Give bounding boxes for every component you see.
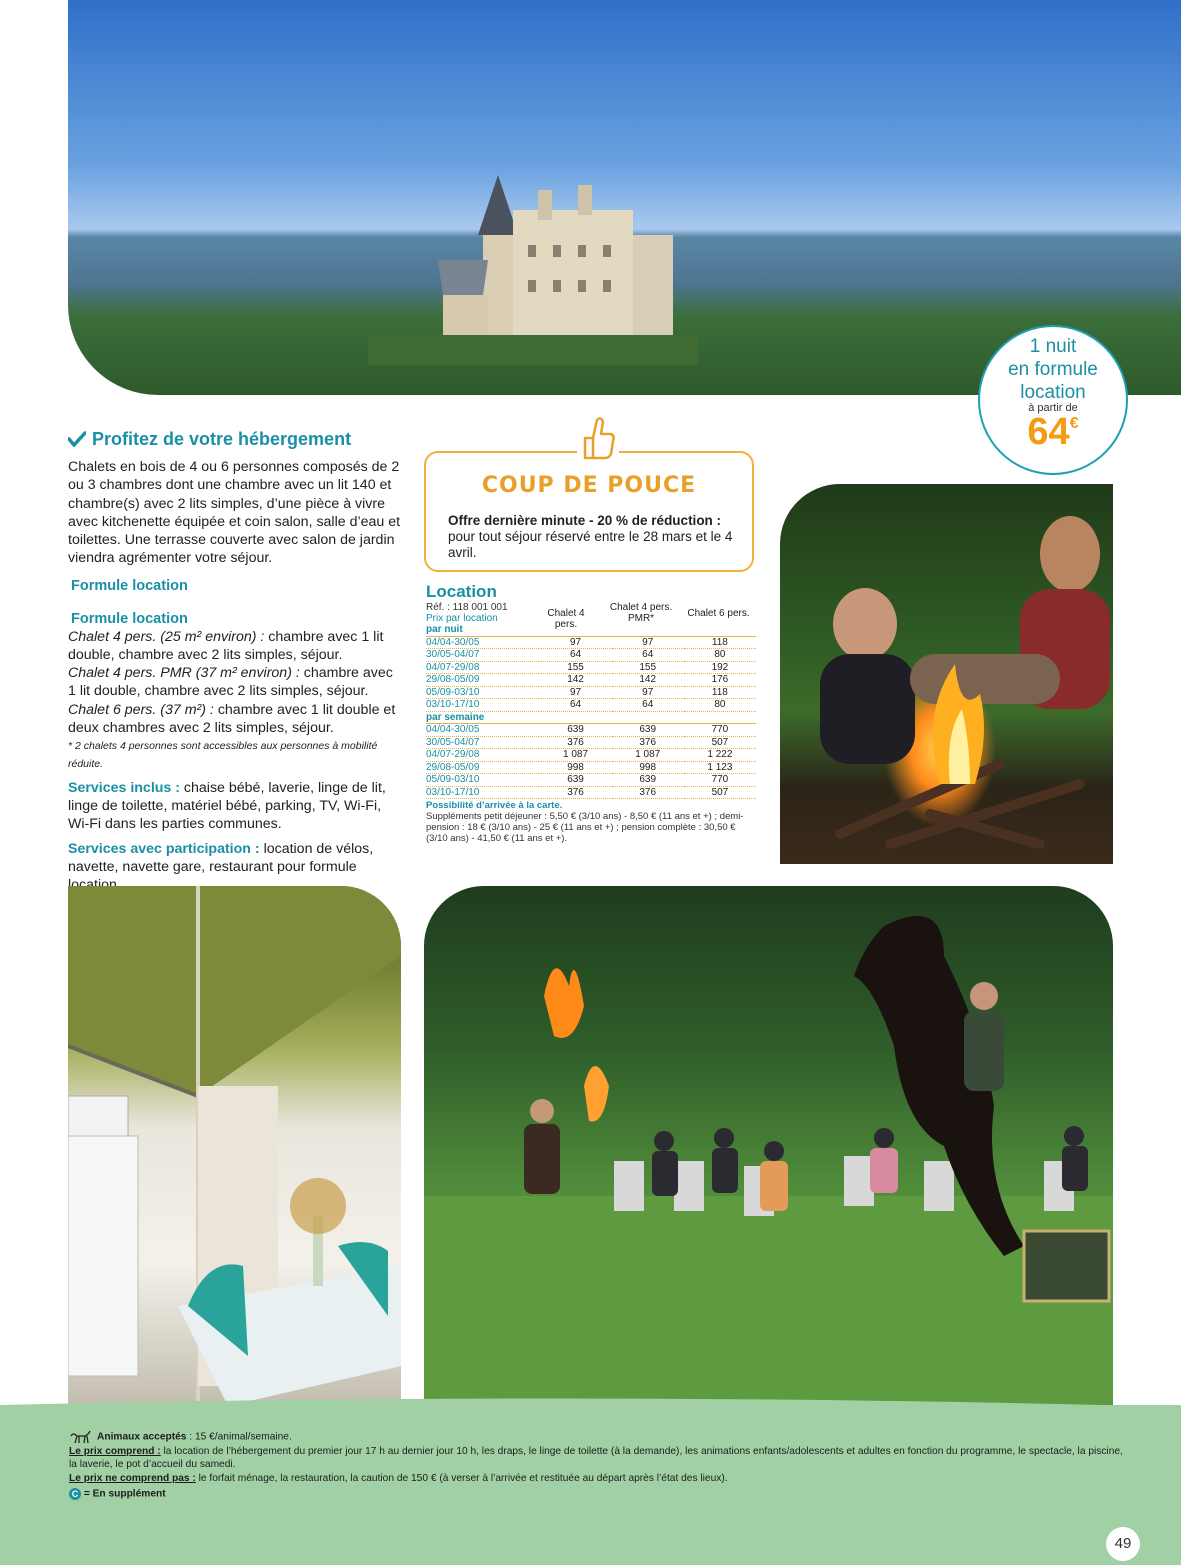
price-cell: 64	[539, 699, 611, 712]
period-cell: 04/04-30/05	[426, 636, 539, 649]
price-from-label: à partir de	[1028, 402, 1078, 414]
price-cell: 998	[539, 761, 611, 774]
price-cell: 639	[539, 774, 611, 787]
table-row	[426, 649, 756, 662]
campfire-kids-photo	[780, 484, 1113, 864]
price-cell: 142	[612, 674, 684, 687]
table-row	[426, 749, 756, 762]
accommodation-intro: Chalets en bois de 4 ou 6 personnes composés de 2 ou 3 chambres dont une chambre avec un lit 140 et chambre(s) avec 2 lits simples, d’une pièce à vivre avec kitchenette équipée et coin salon, salle d’eau et toilettes. Une terrasse couverte avec salon de jardin viendra agrémenter votre séjour.	[68, 459, 401, 567]
price-cell: 64	[612, 649, 684, 662]
check-icon	[68, 431, 86, 447]
price-cell: 376	[612, 736, 684, 749]
table-row	[426, 724, 756, 737]
chalet-6-desc: Chalet 6 pers. (37 m²) : chambre avec 1 lit double et deux chambres avec 2 lits simples, séjour.	[68, 701, 396, 736]
price-cell: 1 222	[684, 749, 756, 762]
price-cell: 770	[684, 774, 756, 787]
price-includes-line: Le prix comprend : la location de l’hébergement du premier jour 17 h au dernier jour 10 h, les draps, le linge de toilette (à la demande), les animations enfants/adolescents et adultes en fonction du programme, le spectacle, la piscine, la laverie, le pot d’accueil du samedi.	[69, 1446, 1123, 1470]
location-footnotes	[426, 800, 756, 844]
campfire-illustration	[780, 484, 1113, 864]
supplement-legend: C = En supplément	[69, 1488, 1129, 1501]
price-cell: 639	[612, 774, 684, 787]
period-cell: 30/05-04/07	[426, 649, 539, 662]
price-cell: 64	[612, 699, 684, 712]
price-cell: 639	[539, 724, 611, 737]
price-cell: 507	[684, 786, 756, 799]
table-section-label: par nuit	[426, 624, 756, 636]
price-cell: 639	[612, 724, 684, 737]
thumbs-up-icon	[577, 414, 619, 464]
accommodation-section	[68, 430, 403, 894]
location-title: Location	[426, 582, 497, 601]
price-cell: 192	[684, 661, 756, 674]
castle-illustration	[368, 165, 698, 365]
table-row	[426, 686, 756, 699]
table-row	[426, 674, 756, 687]
pricing-table	[426, 624, 756, 799]
price-cell: 142	[539, 674, 611, 687]
formule-heading-1: Formule location	[71, 578, 188, 595]
pmr-note: * 2 chalets 4 personnes sont accessibles aux personnes à mobilité réduite.	[68, 740, 378, 771]
price-cell: 507	[684, 736, 756, 749]
price-cell: 97	[539, 686, 611, 699]
pet-icon	[69, 1430, 91, 1444]
pets-line: Animaux acceptés : 15 €/animal/semaine.	[69, 1430, 1129, 1444]
price-bubble-title: 1 nuit en formule location	[1008, 336, 1098, 403]
price-cell: 80	[684, 699, 756, 712]
table-row	[426, 786, 756, 799]
supplement-icon: C	[69, 1488, 81, 1500]
price-cell: 1 087	[612, 749, 684, 762]
period-cell: 04/07-29/08	[426, 661, 539, 674]
price-cell: 155	[539, 661, 611, 674]
col-chalet-6: Chalet 6 pers.	[687, 608, 750, 619]
chalet-interior-photo	[68, 886, 401, 1423]
period-cell: 05/09-03/10	[426, 686, 539, 699]
price-cell: 118	[684, 636, 756, 649]
price-cell: 376	[539, 786, 611, 799]
price-cell: 1 123	[684, 761, 756, 774]
services-paid: Services avec participation : location de vélos, navette, navette gare, restaurant pour formule	[68, 840, 374, 875]
table-row	[426, 774, 756, 787]
location-pricing	[426, 582, 756, 844]
horse-show-illustration	[424, 886, 1113, 1423]
reference: Réf. : 118 001 001	[426, 602, 508, 613]
table-row	[426, 699, 756, 712]
interior-illustration	[68, 886, 401, 1423]
band-wave	[0, 1395, 1181, 1425]
price-cell: 1 087	[539, 749, 611, 762]
price-cell: 998	[612, 761, 684, 774]
supplements-note: Suppléments petit déjeuner : 5,50 € (3/10 ans) - 8,50 € (11 ans et +) ; demi-pension : 18 € (3/10 ans) - 25 € (11 ans et +) ; pension complète : 30,50 € (3/10 ans) - 41,50 € (11 ans et +).	[426, 811, 744, 844]
services-included: Services inclus : chaise bébé, laverie, linge de lit, linge de toilette, matériel bébé, parking, TV, Wi-Fi, Wi-Fi dans les parties communes.	[68, 780, 386, 833]
col-chalet-4: Chalet 4 pers.	[547, 608, 585, 630]
price-bubble	[978, 325, 1128, 475]
coup-de-pouce-offer: Offre dernière minute - 20 % de réduction : pour tout séjour réservé entre le 28 mars et le 4 avril.	[448, 513, 733, 560]
chalet-4-desc: Chalet 4 pers. (25 m² environ) : chambre avec 1 lit double, chambre avec 2 lits simples, séjour.	[68, 628, 384, 664]
chalet-4-pmr-desc: Chalet 4 pers. PMR (37 m² environ) : chambre avec 1 lit double, chambre avec 2 lits simples, séjour.	[68, 665, 393, 700]
price-cell: 97	[539, 636, 611, 649]
table-row	[426, 636, 756, 649]
page-number: 49	[1106, 1527, 1140, 1561]
price-cell: 80	[684, 649, 756, 662]
table-row	[426, 736, 756, 749]
price-cell: 176	[684, 674, 756, 687]
col-chalet-4-pmr: Chalet 4 pers. PMR*	[609, 602, 673, 624]
price-cell: 97	[612, 686, 684, 699]
period-cell: 29/08-05/09	[426, 761, 539, 774]
table-section-label: par semaine	[426, 711, 756, 724]
price-cell: 118	[684, 686, 756, 699]
price-cell: 155	[612, 661, 684, 674]
accommodation-heading: Profitez de votre hébergement	[68, 430, 403, 448]
price-cell: 770	[684, 724, 756, 737]
coup-de-pouce-title: COUP DE POUCE	[481, 473, 697, 498]
arrival-note: Possibilité d’arrivée à la carte.	[426, 800, 563, 811]
price-cell: 64	[539, 649, 611, 662]
price-cell: 376	[612, 786, 684, 799]
period-cell: 30/05-04/07	[426, 736, 539, 749]
period-cell: 03/10-17/10	[426, 786, 539, 799]
period-cell: 05/09-03/10	[426, 774, 539, 787]
price-value: 64€	[1027, 411, 1079, 453]
period-cell: 03/10-17/10	[426, 699, 539, 712]
table-row	[426, 761, 756, 774]
price-cell: 376	[539, 736, 611, 749]
horse-show-photo	[424, 886, 1113, 1423]
period-cell: 04/07-29/08	[426, 749, 539, 762]
pricing-conditions	[69, 1430, 1129, 1503]
table-section-row	[426, 711, 756, 724]
period-cell: 04/04-30/05	[426, 724, 539, 737]
period-cell: 29/08-05/09	[426, 674, 539, 687]
price-excludes-line: Le prix ne comprend pas : le forfait ménage, la restauration, la caution de 150 € (à verser à l’arrivée et restituée au départ après l’état des lieux).	[69, 1473, 728, 1485]
price-per-label: Prix par location	[426, 613, 498, 624]
price-cell: 97	[612, 636, 684, 649]
coup-de-pouce-box	[424, 451, 754, 572]
table-row	[426, 661, 756, 674]
formule-heading-2: Formule location	[71, 610, 188, 627]
